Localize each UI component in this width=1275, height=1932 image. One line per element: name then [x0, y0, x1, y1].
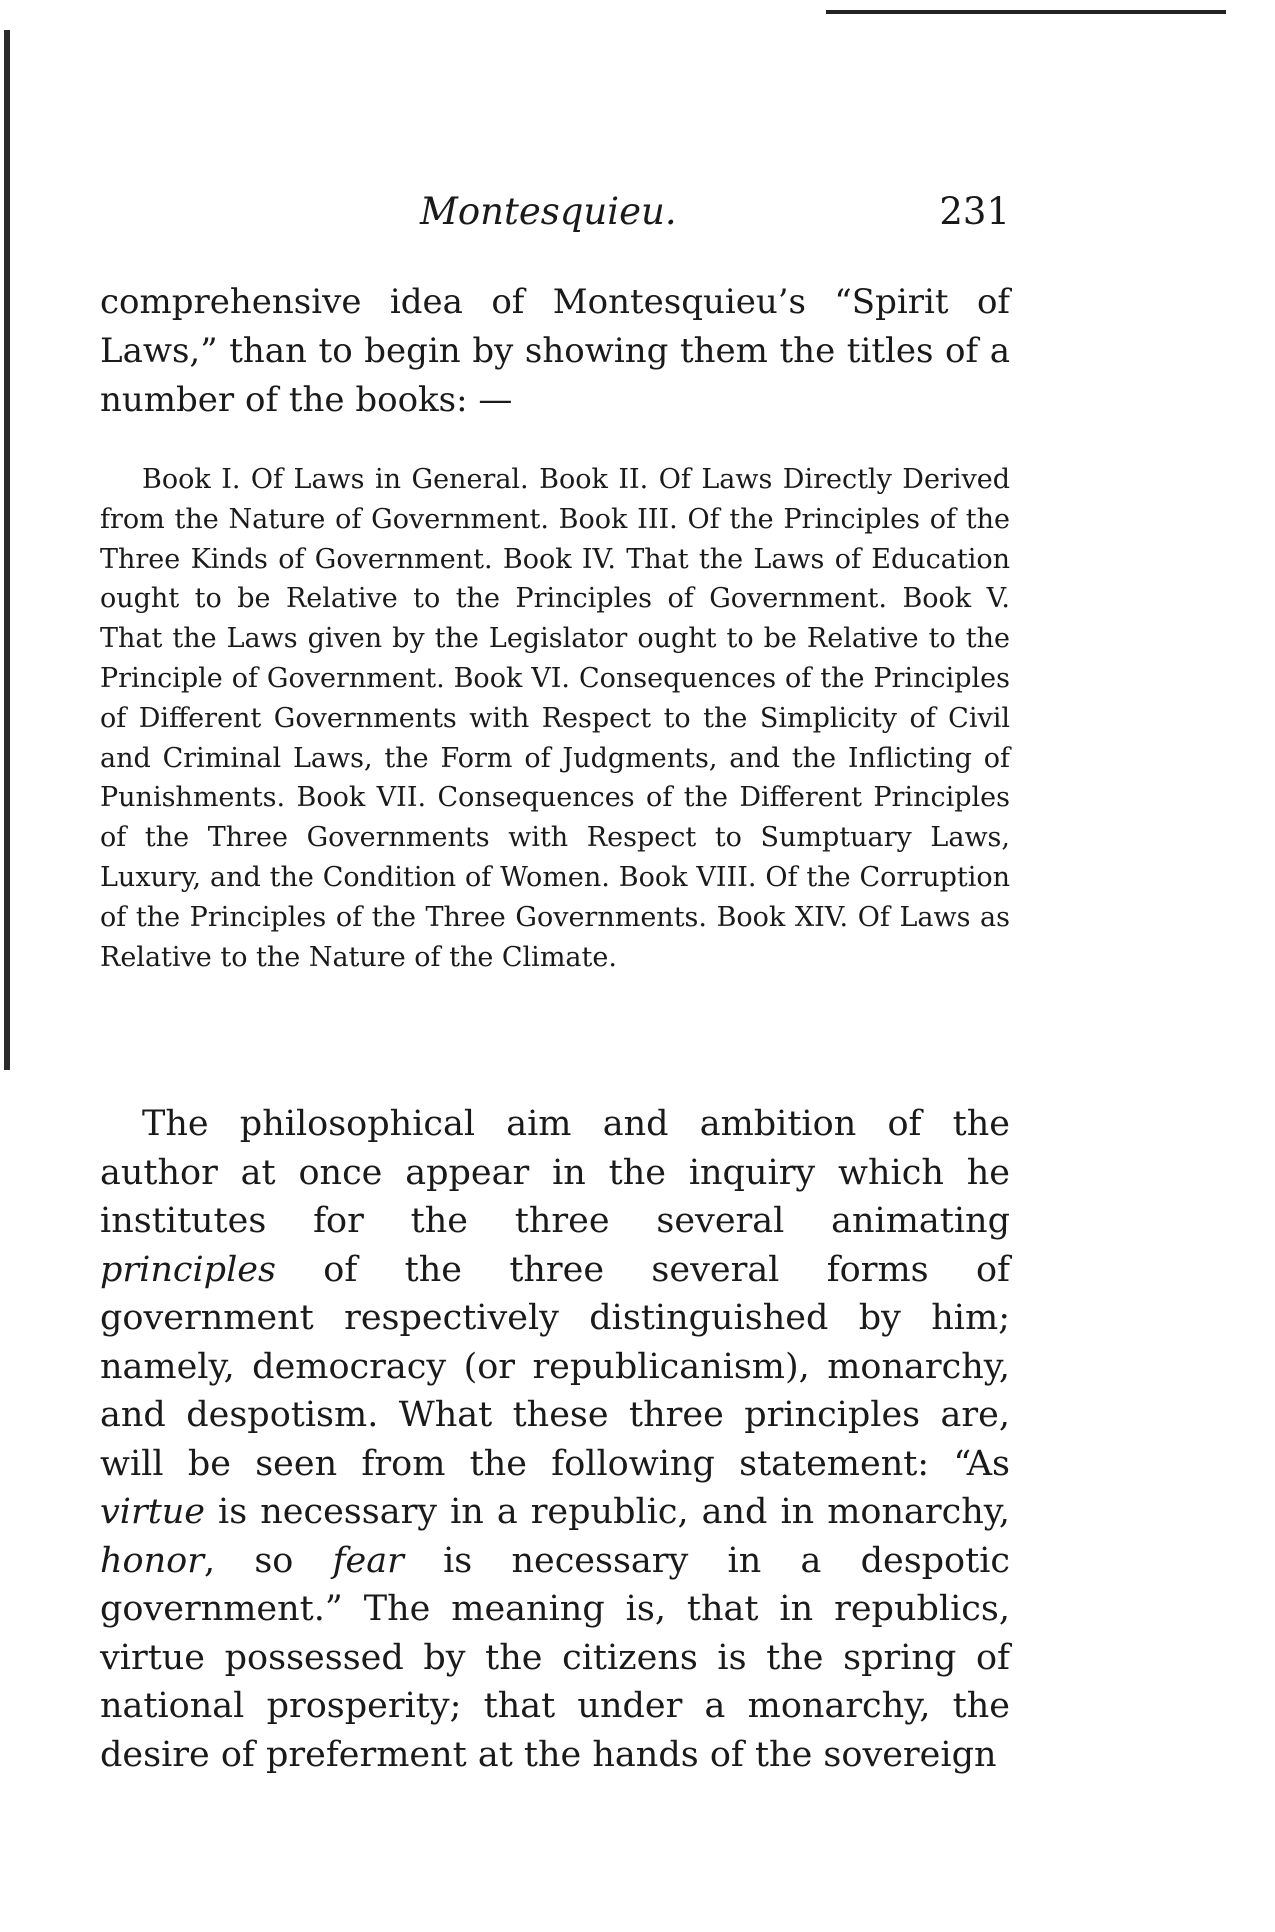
book-titles-text: Book I. Of Laws in General. Book II. Of Laws Directly Derived from the Nature of Government. Book III. Of the Principles of the Three Kinds of Government. Book IV. That the Laws of Education ought to be Relative to the Principles of Government. Book V. That the Laws given by the Legislator ought to be Relative to the Principle of Government. Book VI. Consequences of the Principles of Different Governments with Respect to the Simplicity of Civil and Criminal Laws, the Form of Judgments, and the Inflicting of Punishments. Book VII. Consequences of the Different Principles of the Three Governments with Respect to Sumptuary Laws, Luxury, and the Condition of Women. Book VIII. Of the Corruption of the Principles of the Three Governments. Book XIV. Of Laws as Relative to the Nature of the Climate.	[100, 464, 1010, 973]
text-run: The philosophical aim and ambition of the author at once appear in the inquiry which he institutes for the three several animating	[100, 1104, 1010, 1241]
page-edge-shadow	[4, 30, 10, 1070]
running-title: Montesquieu.	[420, 190, 677, 233]
main-paragraph-text	[100, 1100, 1010, 1779]
emphasis-virtue: virtue	[100, 1492, 206, 1532]
text-run: , so	[203, 1540, 333, 1581]
emphasis-honor: honor	[100, 1540, 204, 1581]
text-run: of the three several forms of government respectively distinguished by him; namely, democracy (or republicanism), monarchy, and despotism. What these three principles are, will be seen from the following statement: “As	[100, 1249, 1010, 1484]
page-header	[100, 190, 1010, 240]
text-run: is necessary in a despotic government.” The meaning is, that in republics, virtue possessed by the citizens is the spring of national prosperity; that under a monarchy, the desire of preferment at the hands of the sovereign	[100, 1540, 1010, 1775]
emphasis-fear: fear	[332, 1540, 404, 1581]
emphasis-principles: principles	[100, 1249, 276, 1290]
text-run: is necessary in a republic, and in monarchy,	[205, 1492, 1010, 1532]
intro-text: comprehensive idea of Montesquieu’s “Spirit of Laws,” than to begin by showing them the titles of a number of the books: —	[100, 282, 1010, 420]
top-rule	[826, 10, 1226, 14]
page-number: 231	[939, 190, 1010, 233]
main-paragraph	[100, 1100, 1010, 1779]
intro-paragraph	[100, 278, 1010, 425]
book-titles-list	[100, 460, 1010, 977]
